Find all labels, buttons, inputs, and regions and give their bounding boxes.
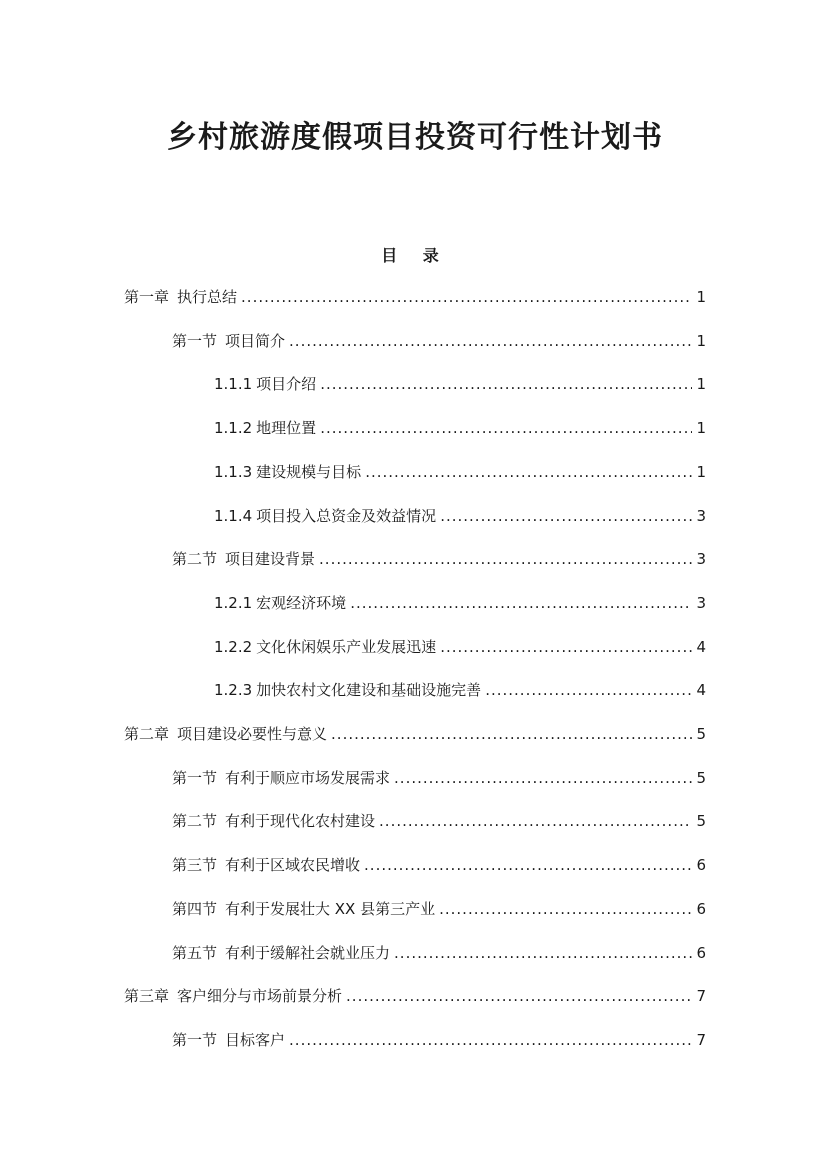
toc-entry-number: 第三节 bbox=[172, 856, 218, 874]
toc-leader-dots bbox=[394, 943, 692, 963]
toc-entry-text: 有利于区域农民增收 bbox=[225, 856, 361, 874]
toc-leader-dots bbox=[439, 899, 692, 919]
toc-entry[interactable] bbox=[214, 593, 706, 613]
toc-leader-dots bbox=[440, 506, 692, 526]
toc-leader-dots bbox=[331, 724, 692, 744]
toc-entry-page: 1 bbox=[696, 332, 706, 350]
toc-entry[interactable] bbox=[124, 287, 706, 307]
toc-entry-page: 3 bbox=[696, 507, 706, 525]
toc-leader-dots bbox=[241, 287, 692, 307]
toc-entry[interactable] bbox=[172, 768, 706, 788]
toc-entry[interactable] bbox=[172, 811, 706, 831]
toc-entry-page: 7 bbox=[696, 1031, 706, 1049]
toc-entry-number: 第五节 bbox=[172, 944, 218, 962]
toc-entry-text: 有利于顺应市场发展需求 bbox=[225, 769, 391, 787]
toc-entry[interactable] bbox=[214, 418, 706, 438]
toc-entry-number: 第二节 bbox=[172, 812, 218, 830]
toc-entry[interactable] bbox=[214, 374, 706, 394]
toc-entry-text: 地理位置 bbox=[256, 419, 317, 437]
toc-entry-page: 7 bbox=[696, 987, 706, 1005]
toc-entry-text: 建设规模与目标 bbox=[256, 463, 362, 481]
toc-entry-text: 项目投入总资金及效益情况 bbox=[256, 507, 437, 525]
toc-leader-dots bbox=[320, 374, 692, 394]
toc-entry[interactable] bbox=[214, 637, 706, 657]
toc-entry-page: 5 bbox=[696, 769, 706, 787]
toc-entry-number: 第二节 bbox=[172, 550, 218, 568]
toc-entry[interactable] bbox=[172, 899, 706, 919]
toc-entry-label bbox=[172, 768, 390, 788]
toc-entry-text: 加快农村文化建设和基础设施完善 bbox=[256, 681, 482, 699]
toc-entry-label bbox=[124, 287, 237, 307]
toc-entry-label bbox=[124, 986, 342, 1006]
toc-entry-number: 1.1.3 bbox=[214, 463, 253, 481]
toc-entry-text: 文化休闲娱乐产业发展迅速 bbox=[256, 638, 437, 656]
toc-entry-number: 第一节 bbox=[172, 332, 218, 350]
toc-entry[interactable] bbox=[214, 680, 706, 700]
toc-entry-text: 有利于缓解社会就业压力 bbox=[225, 944, 391, 962]
toc-entry-page: 3 bbox=[696, 594, 706, 612]
toc-entry[interactable] bbox=[172, 331, 706, 351]
toc-leader-dots bbox=[379, 811, 692, 831]
toc-entry[interactable] bbox=[172, 1030, 706, 1050]
toc-entry-label bbox=[214, 680, 481, 700]
toc-leader-dots bbox=[319, 549, 692, 569]
toc-entry-number: 第一节 bbox=[172, 769, 218, 787]
toc-entry-text: 项目简介 bbox=[225, 332, 286, 350]
toc-entry-text: 执行总结 bbox=[177, 288, 238, 306]
toc-entry[interactable] bbox=[172, 855, 706, 875]
toc-entry-label bbox=[172, 943, 390, 963]
toc-entry-page: 6 bbox=[696, 944, 706, 962]
toc-entry-number: 1.2.3 bbox=[214, 681, 253, 699]
toc-entry-number: 第一章 bbox=[124, 288, 170, 306]
toc-leader-dots bbox=[289, 331, 692, 351]
toc-entry[interactable] bbox=[124, 724, 706, 744]
toc-entry-label bbox=[214, 637, 436, 657]
toc-leader-dots bbox=[365, 462, 692, 482]
toc-entry-label bbox=[214, 462, 361, 482]
toc-leader-dots bbox=[346, 986, 692, 1006]
toc-leader-dots bbox=[350, 593, 692, 613]
toc-entry-label bbox=[172, 549, 315, 569]
toc-entry-text: 项目建设背景 bbox=[225, 550, 316, 568]
toc-leader-dots bbox=[440, 637, 692, 657]
toc-entry-page: 1 bbox=[696, 419, 706, 437]
toc-entry-label bbox=[172, 1030, 285, 1050]
toc-entry-page: 1 bbox=[696, 375, 706, 393]
toc-entry-number: 1.2.1 bbox=[214, 594, 253, 612]
toc-entry-page: 4 bbox=[696, 638, 706, 656]
toc-entry-label bbox=[214, 418, 316, 438]
toc-entry-page: 6 bbox=[696, 856, 706, 874]
toc-entry-label bbox=[172, 331, 285, 351]
toc-entry-number: 1.1.2 bbox=[214, 419, 253, 437]
toc-heading: 目 录 bbox=[381, 246, 449, 265]
toc-entry-text: 宏观经济环境 bbox=[256, 594, 347, 612]
toc-entry-label bbox=[214, 593, 346, 613]
toc-entry-number: 第四节 bbox=[172, 900, 218, 918]
toc-entry-label bbox=[214, 374, 316, 394]
toc-entry-number: 第二章 bbox=[124, 725, 170, 743]
toc-entry[interactable] bbox=[172, 943, 706, 963]
toc-entry-page: 4 bbox=[696, 681, 706, 699]
toc-leader-dots bbox=[320, 418, 692, 438]
toc-entry-number: 1.1.1 bbox=[214, 375, 253, 393]
toc-entry-page: 1 bbox=[696, 463, 706, 481]
toc-leader-dots bbox=[394, 768, 692, 788]
document-title: 乡村旅游度假项目投资可行性计划书 bbox=[167, 120, 663, 155]
toc-entry-page: 6 bbox=[696, 900, 706, 918]
toc-entry-page: 1 bbox=[696, 288, 706, 306]
toc-entry[interactable] bbox=[214, 506, 706, 526]
toc-entry-text: 项目建设必要性与意义 bbox=[177, 725, 328, 743]
toc-entry-number: 第三章 bbox=[124, 987, 170, 1005]
toc-entry-page: 5 bbox=[696, 812, 706, 830]
toc-leader-dots bbox=[485, 680, 692, 700]
toc-entry-text: 项目介绍 bbox=[256, 375, 317, 393]
toc-entry-page: 5 bbox=[696, 725, 706, 743]
toc-leader-dots bbox=[364, 855, 692, 875]
toc-entry-number: 1.1.4 bbox=[214, 507, 253, 525]
toc-entry-text: 客户细分与市场前景分析 bbox=[177, 987, 343, 1005]
toc-entry-page: 3 bbox=[696, 550, 706, 568]
toc-entry[interactable] bbox=[124, 986, 706, 1006]
toc-entry-text: 目标客户 bbox=[225, 1031, 286, 1049]
toc-entry-label bbox=[124, 724, 327, 744]
toc-entry-label bbox=[214, 506, 436, 526]
toc-entry-text: 有利于现代化农村建设 bbox=[225, 812, 376, 830]
toc-entry-number: 第一节 bbox=[172, 1031, 218, 1049]
toc-entry[interactable] bbox=[172, 549, 706, 569]
toc-entry[interactable] bbox=[214, 462, 706, 482]
toc-entry-label bbox=[172, 899, 435, 919]
toc-entry-label bbox=[172, 811, 375, 831]
toc-entry-text: 有利于发展壮大 XX 县第三产业 bbox=[225, 900, 436, 918]
toc-leader-dots bbox=[289, 1030, 692, 1050]
toc-entry-number: 1.2.2 bbox=[214, 638, 253, 656]
toc-entry-label bbox=[172, 855, 360, 875]
